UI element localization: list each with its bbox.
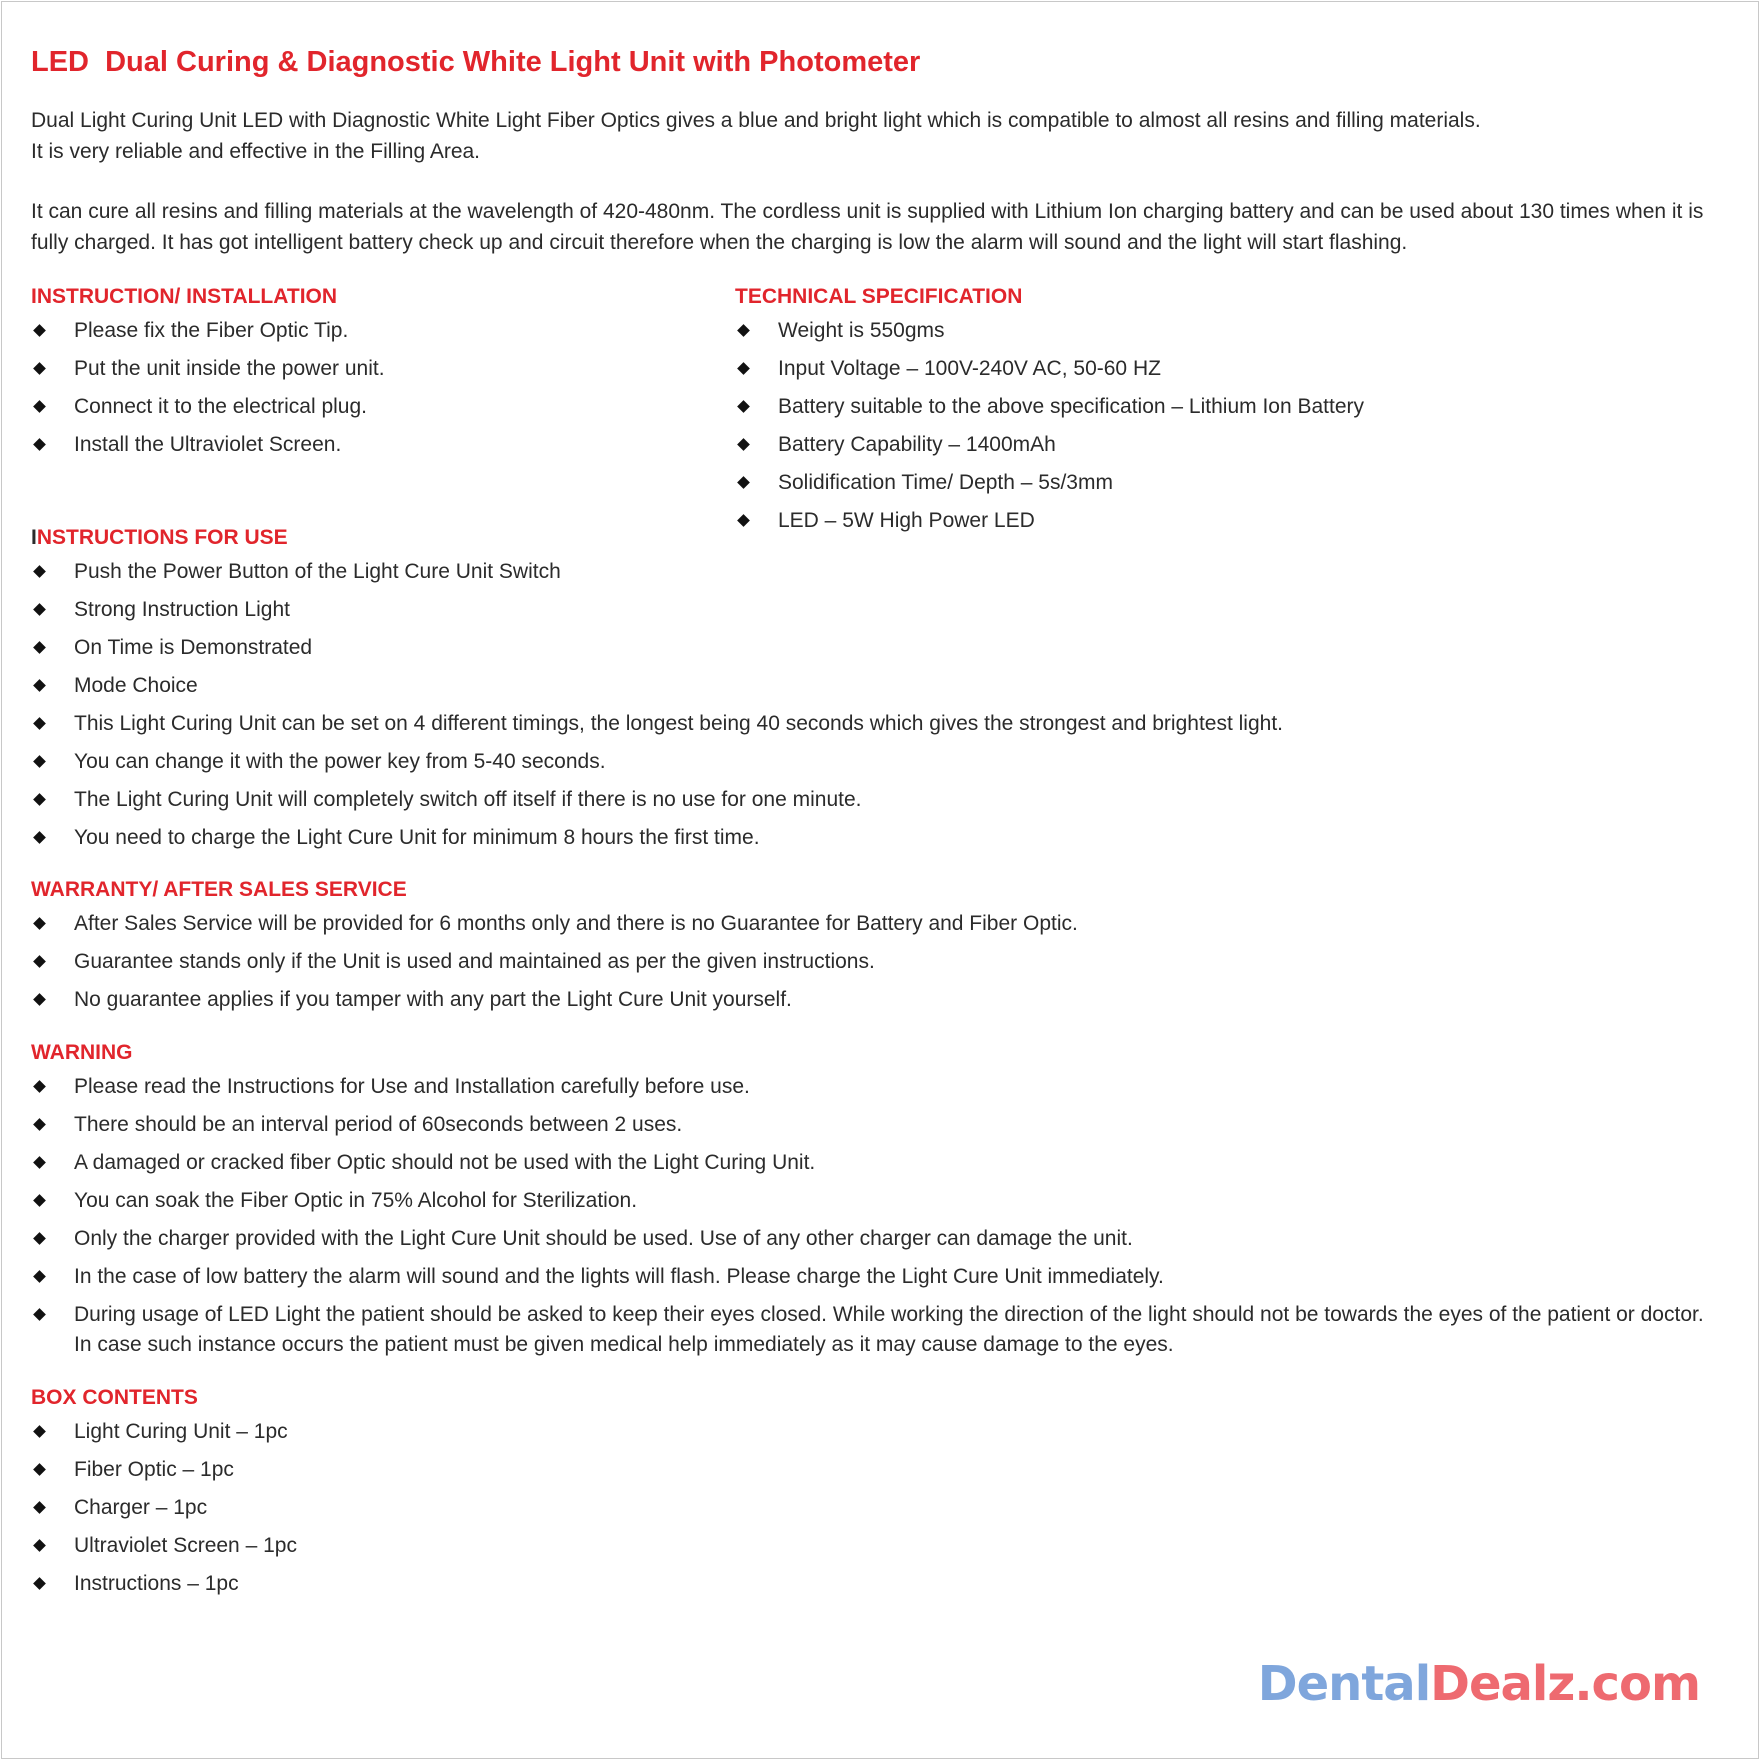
installation-heading: INSTRUCTION/ INSTALLATION — [31, 285, 338, 308]
list-item — [735, 430, 1721, 461]
list-item — [31, 747, 1721, 778]
list-item-text: The Light Curing Unit will completely switch off itself if there is no use for one minute. — [74, 787, 862, 811]
list-item-text: Mode Choice — [74, 673, 198, 697]
diamond-bullet-icon — [737, 362, 750, 375]
diamond-bullet-icon — [33, 717, 46, 730]
list-item-text: You need to charge the Light Cure Unit for minimum 8 hours the first time. — [74, 825, 760, 849]
list-item-text: Put the unit inside the power unit. — [74, 357, 385, 380]
list-item — [31, 1186, 1721, 1217]
list-item-text: Battery Capability – 1400mAh — [778, 433, 1056, 456]
list-item — [31, 1148, 1721, 1179]
list-item-text: Solidification Time/ Depth – 5s/3mm — [778, 471, 1113, 494]
list-item-text: Ultraviolet Screen – 1pc — [74, 1533, 297, 1557]
usage-list — [31, 557, 1721, 854]
list-item — [31, 633, 1721, 664]
usage-section — [31, 523, 735, 553]
diamond-bullet-icon — [33, 603, 46, 616]
two-column-block — [31, 282, 1721, 575]
installation-section — [31, 282, 735, 461]
list-item-text: Connect it to the electrical plug. — [74, 395, 367, 418]
diamond-bullet-icon — [33, 1080, 46, 1093]
box-contents-heading: BOX CONTENTS — [31, 1385, 198, 1409]
list-item-text: Fiber Optic – 1pc — [74, 1457, 234, 1481]
list-item — [31, 1072, 1721, 1103]
list-item-text: Instructions – 1pc — [74, 1571, 239, 1595]
list-item-text: Strong Instruction Light — [74, 597, 290, 621]
list-item-text: Battery suitable to the above specification – Lithium Ion Battery — [778, 395, 1365, 418]
list-item-text: Push the Power Button of the Light Cure Unit Switch — [74, 559, 561, 583]
diamond-bullet-icon — [33, 755, 46, 768]
diamond-bullet-icon — [33, 1501, 46, 1514]
list-item-text: Input Voltage – 100V-240V AC, 50-60 HZ — [778, 357, 1161, 380]
diamond-bullet-icon — [33, 324, 46, 337]
list-item — [31, 1262, 1721, 1293]
diamond-bullet-icon — [33, 1425, 46, 1438]
diamond-bullet-icon — [737, 324, 750, 337]
list-item — [31, 1224, 1721, 1255]
diamond-bullet-icon — [33, 400, 46, 413]
intro-line-1: Dual Light Curing Unit LED with Diagnostic White Light Fiber Optics gives a blue and bright light which is compatible to almost all resins and filling materials. — [31, 109, 1481, 132]
list-item — [735, 392, 1721, 423]
usage-heading — [31, 523, 735, 553]
list-item — [31, 1531, 1721, 1562]
list-item-text: Install the Ultraviolet Screen. — [74, 433, 342, 456]
usage-heading-initial: I — [31, 525, 37, 549]
diamond-bullet-icon — [33, 565, 46, 578]
box-contents-list — [31, 1417, 1721, 1600]
list-item — [31, 430, 735, 461]
technical-heading: TECHNICAL SPECIFICATION — [735, 285, 1023, 308]
diamond-bullet-icon — [33, 955, 46, 968]
usage-heading-rest: NSTRUCTIONS FOR USE — [36, 525, 288, 549]
list-item — [31, 595, 1721, 626]
list-item — [31, 1417, 1721, 1448]
list-item — [735, 316, 1721, 347]
installation-list — [31, 316, 735, 461]
list-item-text: You can change it with the power key from 5-40 seconds. — [74, 749, 606, 773]
diamond-bullet-icon — [33, 917, 46, 930]
diamond-bullet-icon — [737, 476, 750, 489]
warranty-section — [31, 875, 1721, 1016]
diamond-bullet-icon — [33, 1232, 46, 1245]
list-item-text: Only the charger provided with the Light Cure Unit should be used. Use of any other charger can damage the unit. — [74, 1226, 1133, 1250]
diamond-bullet-icon — [33, 679, 46, 692]
list-item-text: Charger – 1pc — [74, 1495, 208, 1519]
list-item — [735, 354, 1721, 385]
list-item — [31, 709, 1721, 740]
list-item — [31, 823, 1721, 854]
list-item-text: LED – 5W High Power LED — [778, 509, 1035, 532]
list-item-text: No guarantee applies if you tamper with any part the Light Cure Unit yourself. — [74, 988, 792, 1011]
diamond-bullet-icon — [737, 438, 750, 451]
list-item — [735, 468, 1721, 499]
list-item-text: During usage of LED Light the patient should be asked to keep their eyes closed. While working the direction of the light should not be towards the eyes of the patient or doctor. In case such instance occurs the patient must be given medical help immediately as it may cause damage to the eyes. — [74, 1302, 1704, 1356]
diamond-bullet-icon — [33, 993, 46, 1006]
list-item-text: Please read the Instructions for Use and Installation carefully before use. — [74, 1074, 750, 1098]
list-item-text: In the case of low battery the alarm will sound and the lights will flash. Please charge the Light Cure Unit immediately. — [74, 1264, 1164, 1288]
right-column — [735, 282, 1721, 575]
warning-section — [31, 1038, 1721, 1361]
diamond-bullet-icon — [33, 793, 46, 806]
list-item — [31, 557, 1721, 588]
diamond-bullet-icon — [33, 362, 46, 375]
list-item-text: Light Curing Unit – 1pc — [74, 1419, 288, 1443]
left-column — [31, 282, 735, 575]
list-item — [31, 671, 1721, 702]
diamond-bullet-icon — [33, 1156, 46, 1169]
list-item — [31, 354, 735, 385]
diamond-bullet-icon — [33, 438, 46, 451]
document-body — [31, 44, 1721, 1621]
list-item — [735, 506, 1721, 537]
list-item — [31, 1493, 1721, 1524]
diamond-bullet-icon — [33, 1539, 46, 1552]
page-title: LED Dual Curing & Diagnostic White Light Unit with Photometer — [31, 46, 921, 78]
diamond-bullet-icon — [737, 514, 750, 527]
diamond-bullet-icon — [33, 1308, 46, 1321]
list-item — [31, 1569, 1721, 1600]
list-item — [31, 785, 1721, 816]
usage-list-section — [31, 557, 1721, 854]
technical-list — [735, 316, 1721, 537]
list-item-text: Please fix the Fiber Optic Tip. — [74, 319, 349, 342]
intro-paragraph-1 — [31, 106, 1721, 167]
warranty-heading: WARRANTY/ AFTER SALES SERVICE — [31, 878, 407, 901]
list-item-text: After Sales Service will be provided for 6 months only and there is no Guarantee for Battery and Fiber Optic. — [74, 912, 1078, 935]
list-item-text: Guarantee stands only if the Unit is used and maintained as per the given instructions. — [74, 950, 875, 973]
diamond-bullet-icon — [33, 1118, 46, 1131]
diamond-bullet-icon — [33, 1577, 46, 1590]
list-item — [31, 392, 735, 423]
technical-section — [735, 282, 1721, 537]
logo-part-dealz: Dealz.com — [1430, 1656, 1700, 1712]
diamond-bullet-icon — [33, 1463, 46, 1476]
list-item — [31, 909, 1721, 940]
diamond-bullet-icon — [737, 400, 750, 413]
diamond-bullet-icon — [33, 641, 46, 654]
diamond-bullet-icon — [33, 831, 46, 844]
list-item — [31, 1110, 1721, 1141]
intro-paragraph-2: It can cure all resins and filling materials at the wavelength of 420-480nm. The cordless unit is supplied with Lithium Ion charging battery and can be used about 130 times when it is fully charged. It has got intelligent battery check up and circuit therefore when the charging is low the alarm will sound and the light will start flashing. — [31, 200, 1704, 254]
warning-list — [31, 1072, 1721, 1361]
list-item-text: You can soak the Fiber Optic in 75% Alcohol for Sterilization. — [74, 1188, 638, 1212]
list-item — [31, 1455, 1721, 1486]
list-item — [31, 316, 735, 347]
warranty-list — [31, 909, 1721, 1016]
warning-heading: WARNING — [31, 1040, 133, 1064]
box-contents-section — [31, 1383, 1721, 1600]
spacer — [31, 483, 735, 523]
list-item-text: There should be an interval period of 60seconds between 2 uses. — [74, 1112, 683, 1136]
dentaldealz-logo — [1258, 1656, 1700, 1712]
logo-part-dental: Dental — [1257, 1656, 1431, 1712]
list-item — [31, 985, 1721, 1016]
list-item-text: This Light Curing Unit can be set on 4 different timings, the longest being 40 seconds which gives the strongest and brightest light. — [74, 711, 1283, 735]
intro-line-2: It is very reliable and effective in the Filling Area. — [31, 139, 481, 163]
list-item-text: Weight is 550gms — [778, 319, 945, 342]
list-item — [31, 947, 1721, 978]
list-item — [31, 1300, 1721, 1361]
diamond-bullet-icon — [33, 1194, 46, 1207]
list-item-text: A damaged or cracked fiber Optic should not be used with the Light Curing Unit. — [74, 1150, 816, 1174]
list-item-text: On Time is Demonstrated — [74, 635, 313, 659]
diamond-bullet-icon — [33, 1270, 46, 1283]
